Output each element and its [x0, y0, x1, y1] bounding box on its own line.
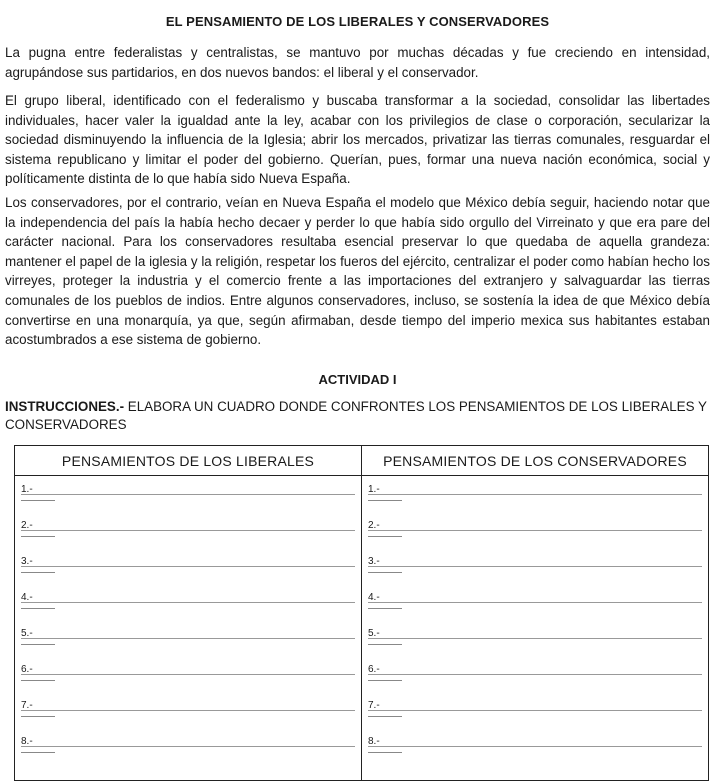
- conservatives-entries: [362, 476, 708, 780]
- conservatives-entry[interactable]: [362, 692, 708, 728]
- conservatives-entry-writing-line: [368, 638, 702, 639]
- page-title: EL PENSAMIENTO DE LOS LIBERALES Y CONSERVADORES: [165, 14, 550, 29]
- conservatives-paragraph: Los conservadores, por el contrario, veían en Nueva España el modelo que México debía seguir, haciendo notar que la independencia del país la había hecho decaer y perder lo que había sido orgullo del Virreinato y que era pare del carácter nacional. Para los conservadores resultaba esencial preservar lo que quedaba de aquella grandeza: mantener el papel de la iglesia y la religión, respetar los fueros del ejército, centralizar el poder como habían hecho los virreyes, proteger la industria y el comercio frente a las importaciones del extranjero y salvaguardar las tierras comunales de los pueblos de indios. Entre algunos conservadores, incluso, se sostenía la idea de que México debía convertirse en una monarquía, ya que, según afirmaban, desde tiempo del imperio mexica sus habitantes estaban acostumbrados a ese sistema de gobierno.: [5, 195, 710, 348]
- comparison-table: [14, 445, 709, 781]
- liberals-entry[interactable]: [15, 728, 361, 764]
- liberals-entry-number: 2.-: [21, 520, 33, 531]
- liberals-entry-underline: [21, 680, 55, 681]
- liberals-entry[interactable]: [15, 620, 361, 656]
- liberals-entry-number: 3.-: [21, 556, 33, 567]
- liberals-entry[interactable]: [15, 692, 361, 728]
- conservatives-entry-writing-line: [368, 746, 702, 747]
- conservatives-entry-writing-line: [368, 494, 702, 495]
- conservatives-entry-number: 7.-: [368, 700, 380, 711]
- conservatives-entry-underline: [368, 572, 402, 573]
- conservatives-entry-writing-line: [368, 674, 702, 675]
- liberals-entry-writing-line: [21, 494, 355, 495]
- liberals-entry-underline: [21, 644, 55, 645]
- conservatives-entry-underline: [368, 644, 402, 645]
- conservatives-entry[interactable]: [362, 476, 708, 512]
- liberals-entry-underline: [21, 608, 55, 609]
- instructions: [5, 398, 710, 434]
- liberals-paragraph: El grupo liberal, identificado con el federalismo y buscaba transformar a la sociedad, consolidar las libertades individuales, hacer valer la igualdad ante la ley, acabar con los privilegios de clase o corporación, secularizar la sociedad disminuyendo la influencia de la Iglesia; abrir los mercados, privatizar las tierras comunales, resguardar el sistema republicano y limitar el poder del gobierno. Querían, pues, formar una nueva nación económica, social y políticamente distinta de lo que había sido Nueva España.: [5, 93, 710, 187]
- conservatives-entry[interactable]: [362, 728, 708, 764]
- liberals-entry-underline: [21, 536, 55, 537]
- conservatives-entry-number: 1.-: [368, 484, 380, 495]
- conservatives-entry-number: 6.-: [368, 664, 380, 675]
- instructions-text: ELABORA UN CUADRO DONDE CONFRONTES LOS PENSAMIENTOS DE LOS LIBERALES Y CONSERVADORES: [5, 399, 707, 432]
- liberals-entry-number: 1.-: [21, 484, 33, 495]
- conservatives-entry-number: 2.-: [368, 520, 380, 531]
- conservatives-column-header: PENSAMIENTOS DE LOS CONSERVADORES: [362, 446, 709, 476]
- liberals-entry[interactable]: [15, 476, 361, 512]
- conservatives-entry[interactable]: [362, 548, 708, 584]
- conservatives-entry[interactable]: [362, 656, 708, 692]
- liberals-entry-number: 4.-: [21, 592, 33, 603]
- conservatives-entry[interactable]: [362, 512, 708, 548]
- liberals-entry[interactable]: [15, 656, 361, 692]
- conservatives-entry-writing-line: [368, 602, 702, 603]
- instructions-label: INSTRUCCIONES.-: [5, 399, 125, 414]
- liberals-entry-underline: [21, 716, 55, 717]
- liberals-entry-number: 7.-: [21, 700, 33, 711]
- liberals-entry-underline: [21, 572, 55, 573]
- liberals-entry-writing-line: [21, 638, 355, 639]
- conservatives-entry-writing-line: [368, 710, 702, 711]
- conservatives-entry[interactable]: [362, 584, 708, 620]
- conservatives-entry[interactable]: [362, 620, 708, 656]
- liberals-entry-writing-line: [21, 566, 355, 567]
- activity-heading: ACTIVIDAD I: [318, 372, 397, 387]
- conservatives-entry-number: 8.-: [368, 736, 380, 747]
- liberals-entry-writing-line: [21, 530, 355, 531]
- liberals-entry-underline: [21, 500, 55, 501]
- liberals-entry[interactable]: [15, 548, 361, 584]
- liberals-entry-writing-line: [21, 602, 355, 603]
- conservatives-entry-number: 4.-: [368, 592, 380, 603]
- liberals-entries: [15, 476, 361, 780]
- liberals-column[interactable]: [15, 476, 362, 781]
- conservatives-entry-underline: [368, 608, 402, 609]
- conservatives-column[interactable]: [362, 476, 709, 781]
- liberals-entry-number: 6.-: [21, 664, 33, 675]
- liberals-entry-number: 5.-: [21, 628, 33, 639]
- liberals-entry-writing-line: [21, 710, 355, 711]
- conservatives-entry-writing-line: [368, 530, 702, 531]
- liberals-entry-underline: [21, 752, 55, 753]
- conservatives-entry-underline: [368, 536, 402, 537]
- liberals-entry-writing-line: [21, 746, 355, 747]
- liberals-entry[interactable]: [15, 584, 361, 620]
- conservatives-entry-writing-line: [368, 566, 702, 567]
- liberals-entry-writing-line: [21, 674, 355, 675]
- liberals-entry-number: 8.-: [21, 736, 33, 747]
- liberals-column-header: PENSAMIENTOS DE LOS LIBERALES: [15, 446, 362, 476]
- conservatives-entry-underline: [368, 680, 402, 681]
- conservatives-entry-underline: [368, 752, 402, 753]
- intro-paragraph: La pugna entre federalistas y centralistas, se mantuvo por muchas décadas y fue creciendo en intensidad, agrupándose sus partidarios, en dos nuevos bandos: el liberal y el conservador.: [5, 45, 710, 80]
- liberals-entry[interactable]: [15, 512, 361, 548]
- conservatives-entry-underline: [368, 500, 402, 501]
- conservatives-entry-number: 3.-: [368, 556, 380, 567]
- conservatives-entry-number: 5.-: [368, 628, 380, 639]
- conservatives-entry-underline: [368, 716, 402, 717]
